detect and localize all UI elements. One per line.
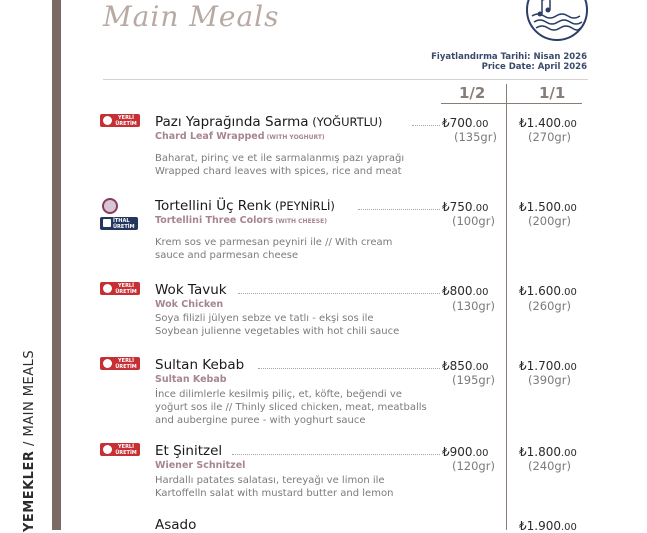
item-name: Asado	[155, 517, 197, 533]
local-production-badge: YERLİ ÜRETİM	[100, 114, 140, 127]
full-price: ₺1.800.00	[519, 445, 577, 459]
local-production-icon	[103, 116, 112, 125]
music-waves-logo-icon	[524, 0, 590, 42]
item-english-name: Wok Chicken	[155, 299, 224, 310]
price-leader	[412, 125, 440, 126]
header-divider	[103, 79, 588, 80]
local-production-icon	[103, 445, 112, 454]
item-name: Wok Tavuk	[155, 282, 227, 298]
full-portion-weight: (200gr)	[528, 214, 571, 228]
item-name: Sultan Kebab	[155, 357, 245, 373]
price-leader	[238, 293, 440, 294]
half-price: ₺800.00	[442, 284, 489, 298]
full-portion-weight: (390gr)	[528, 373, 571, 387]
price-leader	[358, 209, 440, 210]
item-english-name: Chard Leaf Wrapped (WITH YOGHURT)	[155, 131, 325, 142]
sidebar-section-label: YEMEKLER / MAIN MEALS	[22, 349, 37, 532]
item-name: Tortellini Üç Renk (PEYNİRLİ)	[155, 198, 335, 214]
item-english-name: Wiener Schnitzel	[155, 460, 246, 471]
column-header-full: 1/1	[539, 84, 566, 102]
half-price: ₺750.00	[442, 200, 489, 214]
full-price: ₺1.700.00	[519, 359, 577, 373]
sidebar-bar	[52, 0, 61, 530]
half-portion-weight: (120gr)	[452, 459, 495, 473]
half-portion-weight: (130gr)	[452, 299, 495, 313]
full-portion-weight: (240gr)	[528, 459, 571, 473]
half-price: ₺700.00	[442, 116, 489, 130]
item-description: Krem sos ve parmesan peyniri ile // With cream sauce and parmesan cheese	[155, 237, 393, 261]
local-production-icon	[103, 359, 112, 368]
item-name: Pazı Yaprağında Sarma (YOĞURTLU)	[155, 114, 383, 130]
half-price: ₺900.00	[442, 445, 489, 459]
full-portion-weight: (260gr)	[528, 299, 571, 313]
column-divider	[506, 84, 507, 530]
price-leader	[258, 368, 440, 369]
item-english-name: Sultan Kebab	[155, 374, 227, 385]
price-leader	[232, 454, 440, 455]
local-production-badge: YERLİ ÜRETİM	[100, 443, 140, 456]
item-description: İnce dilimlerle kesilmiş piliç, et, köfte, beğendi ve yoğurt sos ile // Thinly sliced chicken, meat, meatballs and aubergine puree - with yoghurt sauce	[155, 389, 427, 426]
item-description: Baharat, pirinç ve et ile sarmalanmış pazı yaprağı Wrapped chard leaves with spices, rice and meat	[155, 153, 405, 177]
import-badge-stack	[100, 198, 140, 230]
column-header-half: 1/2	[459, 84, 486, 102]
brand-circle-icon	[102, 198, 118, 214]
item-name: Et Şinitzel	[155, 443, 223, 459]
full-price: ₺1.500.00	[519, 200, 577, 214]
pricing-date: Fiyatlandırma Tarihi: Nisan 2026 Price Date: April 2026	[431, 52, 587, 72]
item-english-name: Tortellini Three Colors (WITH CHEESE)	[155, 215, 327, 226]
import-production-icon	[103, 219, 111, 227]
half-portion-weight: (135gr)	[454, 130, 497, 144]
full-price: ₺1.400.00	[519, 116, 577, 130]
half-price: ₺850.00	[442, 359, 489, 373]
full-price: ₺1.600.00	[519, 284, 577, 298]
import-production-badge: İTHAL ÜRETİM	[100, 217, 138, 230]
item-description: Soya filizli jülyen sebze ve tatlı - ekşi sos ile Soybean julienne vegetables with hot chili sauce	[155, 313, 400, 337]
local-production-badge: YERLİ ÜRETİM	[100, 282, 140, 295]
half-portion-weight: (195gr)	[452, 373, 495, 387]
column-underline-half	[441, 103, 506, 104]
local-production-icon	[103, 284, 112, 293]
local-production-badge: YERLİ ÜRETİM	[100, 357, 140, 370]
page-title: Main Meals	[103, 0, 280, 33]
item-description: Hardallı patates salatası, tereyağı ve limon ile Kartoffelln salat with mustard butter and lemon	[155, 475, 394, 499]
full-portion-weight: (270gr)	[528, 130, 571, 144]
column-underline-full	[507, 103, 582, 104]
full-price: ₺1.900.00	[519, 519, 577, 533]
half-portion-weight: (100gr)	[452, 214, 495, 228]
